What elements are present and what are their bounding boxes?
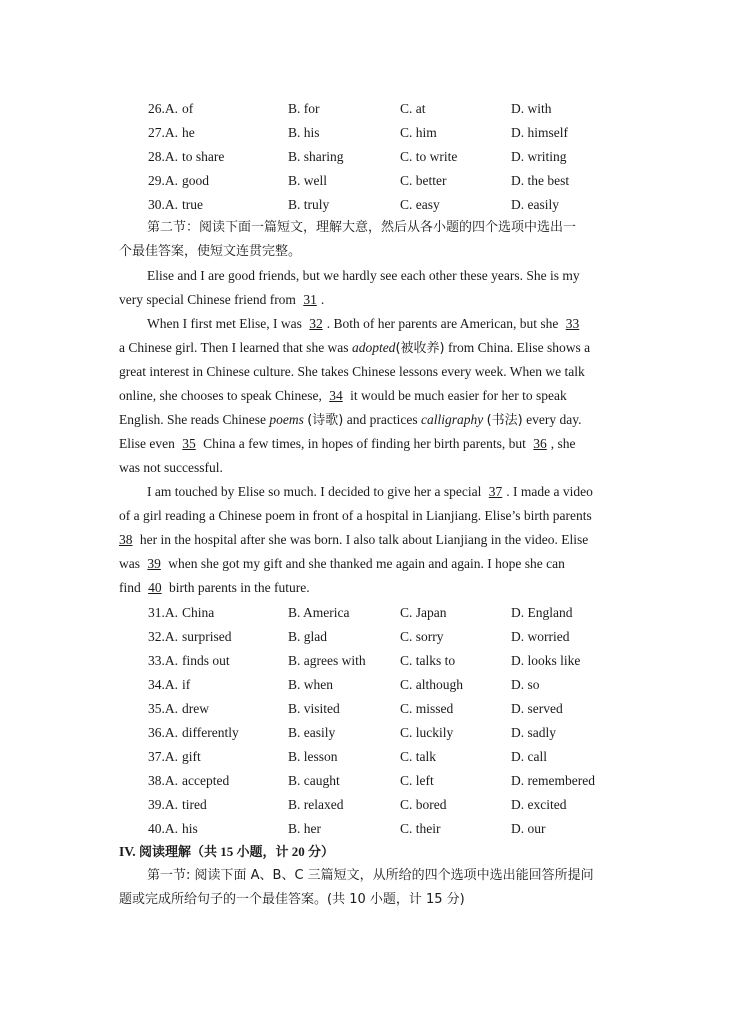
option-a-text: of	[182, 101, 194, 116]
option-b: B. relaxed	[288, 797, 344, 812]
option-c: C. him	[400, 125, 437, 140]
option-a-text: China	[182, 605, 215, 620]
option-a-text: gift	[182, 749, 201, 764]
passage-text: it would be much easier for her to speak	[346, 388, 567, 403]
passage-line	[119, 384, 617, 408]
option-b: B. when	[288, 677, 333, 692]
option-a	[148, 145, 224, 169]
part-4-title: 阅读理解（共 15 小题，计 20 分）	[139, 844, 335, 859]
passage-line	[119, 480, 617, 504]
blank-38: 38	[119, 532, 133, 547]
passage-text: find	[119, 580, 145, 595]
option-d: D. worried	[511, 629, 570, 644]
option-a-text: finds out	[182, 653, 230, 668]
option-c: C. left	[400, 773, 434, 788]
word-calligraphy: calligraphy	[420, 412, 484, 427]
word-adopted: adopted	[351, 340, 396, 355]
option-c: C. sorry	[400, 629, 444, 644]
question-number: 27.A.	[148, 125, 178, 140]
question-number: 32.A.	[148, 629, 178, 644]
passage-line: Elise and I are good friends, but we hardly see each other these years. She is my	[147, 268, 580, 283]
passage-line	[119, 528, 617, 552]
question-number: 31.A.	[148, 605, 178, 620]
option-c: C. Japan	[400, 605, 447, 620]
option-c: C. better	[400, 173, 447, 188]
option-b: B. glad	[288, 629, 327, 644]
option-d: D. England	[511, 605, 573, 620]
option-c: C. bored	[400, 797, 447, 812]
option-c: C. although	[400, 677, 463, 692]
blank-33: 33	[565, 316, 580, 331]
passage-text: from China. Elise shows a	[444, 340, 591, 355]
option-b: B. visited	[288, 701, 340, 716]
passage-line: of a girl reading a Chinese poem in front of a hospital in Lianjiang. Elise’s birth parents	[119, 508, 592, 523]
option-b: B. caught	[288, 773, 340, 788]
option-a	[148, 697, 209, 721]
option-a-text: he	[182, 125, 195, 140]
option-c: C. easy	[400, 197, 440, 212]
passage-text: a Chinese girl. Then I learned that she was	[119, 340, 352, 355]
part-4-line-1: 第一节: 阅读下面 A、B、C 三篇短文，从所给的四个选项中选出能回答所提问	[147, 868, 594, 883]
option-a-text: accepted	[182, 773, 230, 788]
option-a	[148, 601, 214, 625]
option-a-text: if	[182, 677, 191, 692]
option-d: D. with	[511, 101, 552, 116]
blank-36: 36	[533, 436, 547, 451]
option-d: D. the best	[511, 173, 570, 188]
option-b: B. agrees with	[288, 653, 366, 668]
option-c: C. luckily	[400, 725, 454, 740]
passage-text: English. She reads Chinese	[119, 412, 270, 427]
passage-line: was not successful.	[119, 460, 223, 475]
blank-34: 34	[329, 388, 343, 403]
option-c: C. their	[400, 821, 441, 836]
option-b: B. well	[288, 173, 327, 188]
option-a	[148, 625, 232, 649]
passage-text: China a few times, in hopes of finding her birth parents, but	[199, 436, 530, 451]
option-b: B. easily	[288, 725, 336, 740]
passage-text: . I made a video	[506, 484, 593, 499]
option-c: C. missed	[400, 701, 454, 716]
option-d: D. so	[511, 677, 540, 692]
part-4-heading	[119, 840, 334, 864]
question-number: 38.A.	[148, 773, 178, 788]
passage-line	[119, 288, 617, 312]
option-b: B. sharing	[288, 149, 344, 164]
section-2-line-2: 个最佳答案，使短文连贯完整。	[119, 244, 302, 259]
option-a-text: to share	[182, 149, 225, 164]
option-b: B. truly	[288, 197, 330, 212]
passage-line	[119, 552, 617, 576]
option-a	[148, 97, 193, 121]
option-a-text: good	[182, 173, 209, 188]
passage-text: , she	[550, 436, 576, 451]
option-c: C. talk	[400, 749, 436, 764]
passage-line	[119, 336, 617, 360]
option-a-text: tired	[182, 797, 207, 812]
question-number: 39.A.	[148, 797, 178, 812]
passage-text: and practices	[343, 412, 421, 427]
passage-text: . Both of her parents are American, but she	[326, 316, 562, 331]
question-number: 34.A.	[148, 677, 178, 692]
question-number: 26.A.	[148, 101, 178, 116]
option-d: D. call	[511, 749, 547, 764]
option-c: C. talks to	[400, 653, 456, 668]
question-number: 33.A.	[148, 653, 178, 668]
option-a	[148, 673, 190, 697]
blank-35: 35	[182, 436, 196, 451]
question-number: 30.A.	[148, 197, 178, 212]
option-a	[148, 649, 230, 673]
passage-text: birth parents in the future.	[165, 580, 310, 595]
option-d: D. sadly	[511, 725, 556, 740]
passage-text: When I first met Elise, I was	[147, 316, 306, 331]
question-number: 36.A.	[148, 725, 178, 740]
gloss-adopted: (被收养)	[395, 341, 445, 356]
word-poems: poems	[269, 412, 304, 427]
part-4-instructions	[119, 864, 617, 912]
question-number: 37.A.	[148, 749, 178, 764]
option-a-text: drew	[182, 701, 209, 716]
passage-text: every day.	[522, 412, 582, 427]
blank-31: 31	[303, 292, 317, 307]
blank-37: 37	[488, 484, 503, 499]
passage-text: was	[119, 556, 144, 571]
option-a-text: true	[182, 197, 203, 212]
passage-line	[119, 312, 617, 336]
option-c: C. at	[400, 101, 426, 116]
passage-text: .	[320, 292, 325, 307]
option-b: B. his	[288, 125, 320, 140]
option-a	[148, 769, 229, 793]
question-number: 35.A.	[148, 701, 178, 716]
option-b: B. America	[288, 605, 350, 620]
passage-text: online, she chooses to speak Chinese,	[119, 388, 326, 403]
option-a	[148, 121, 195, 145]
option-a	[148, 817, 198, 841]
option-a-text: differently	[182, 725, 239, 740]
option-d: D. himself	[511, 125, 568, 140]
option-a-text: surprised	[182, 629, 232, 644]
question-number: 40.A.	[148, 821, 178, 836]
option-d: D. looks like	[511, 653, 581, 668]
option-c: C. to write	[400, 149, 458, 164]
option-a	[148, 721, 239, 745]
option-a	[148, 169, 209, 193]
option-d: D. served	[511, 701, 563, 716]
option-b: B. lesson	[288, 749, 338, 764]
passage-text: when she got my gift and she thanked me again and again. I hope she can	[164, 556, 565, 571]
cloze-passage	[119, 264, 617, 600]
passage-line	[119, 576, 617, 600]
passage-line	[119, 408, 617, 432]
option-d: D. writing	[511, 149, 567, 164]
option-a	[148, 745, 201, 769]
passage-line	[119, 432, 617, 456]
question-number: 28.A.	[148, 149, 178, 164]
option-d: D. easily	[511, 197, 559, 212]
option-d: D. excited	[511, 797, 567, 812]
section-2-line-1: 第二节：阅读下面一篇短文，理解大意，然后从各小题的四个选项中选出一	[147, 220, 577, 235]
part-4-roman: IV.	[119, 844, 136, 859]
blank-39: 39	[147, 556, 161, 571]
passage-text: her in the hospital after she was born. I also talk about Lianjiang in the video. Elise	[136, 532, 589, 547]
blank-40: 40	[148, 580, 162, 595]
passage-text: Elise even	[119, 436, 179, 451]
option-a-text: his	[182, 821, 198, 836]
option-d: D. our	[511, 821, 546, 836]
option-d: D. remembered	[511, 773, 595, 788]
part-4-line-2: 题或完成所给句子的一个最佳答案。(共 10 小题，计 15 分)	[119, 892, 465, 907]
gloss-poems: (诗歌)	[307, 413, 344, 428]
option-a	[148, 793, 207, 817]
option-b: B. her	[288, 821, 321, 836]
passage-text: I am touched by Elise so much. I decided to give her a special	[147, 484, 485, 499]
section-2-instructions	[119, 216, 617, 264]
option-a	[148, 193, 203, 217]
passage-text: very special Chinese friend from	[119, 292, 300, 307]
question-number: 29.A.	[148, 173, 178, 188]
gloss-calligraphy: (书法)	[486, 413, 523, 428]
passage-line: great interest in Chinese culture. She takes Chinese lessons every week. When we talk	[119, 364, 585, 379]
blank-32: 32	[309, 316, 323, 331]
option-b: B. for	[288, 101, 320, 116]
